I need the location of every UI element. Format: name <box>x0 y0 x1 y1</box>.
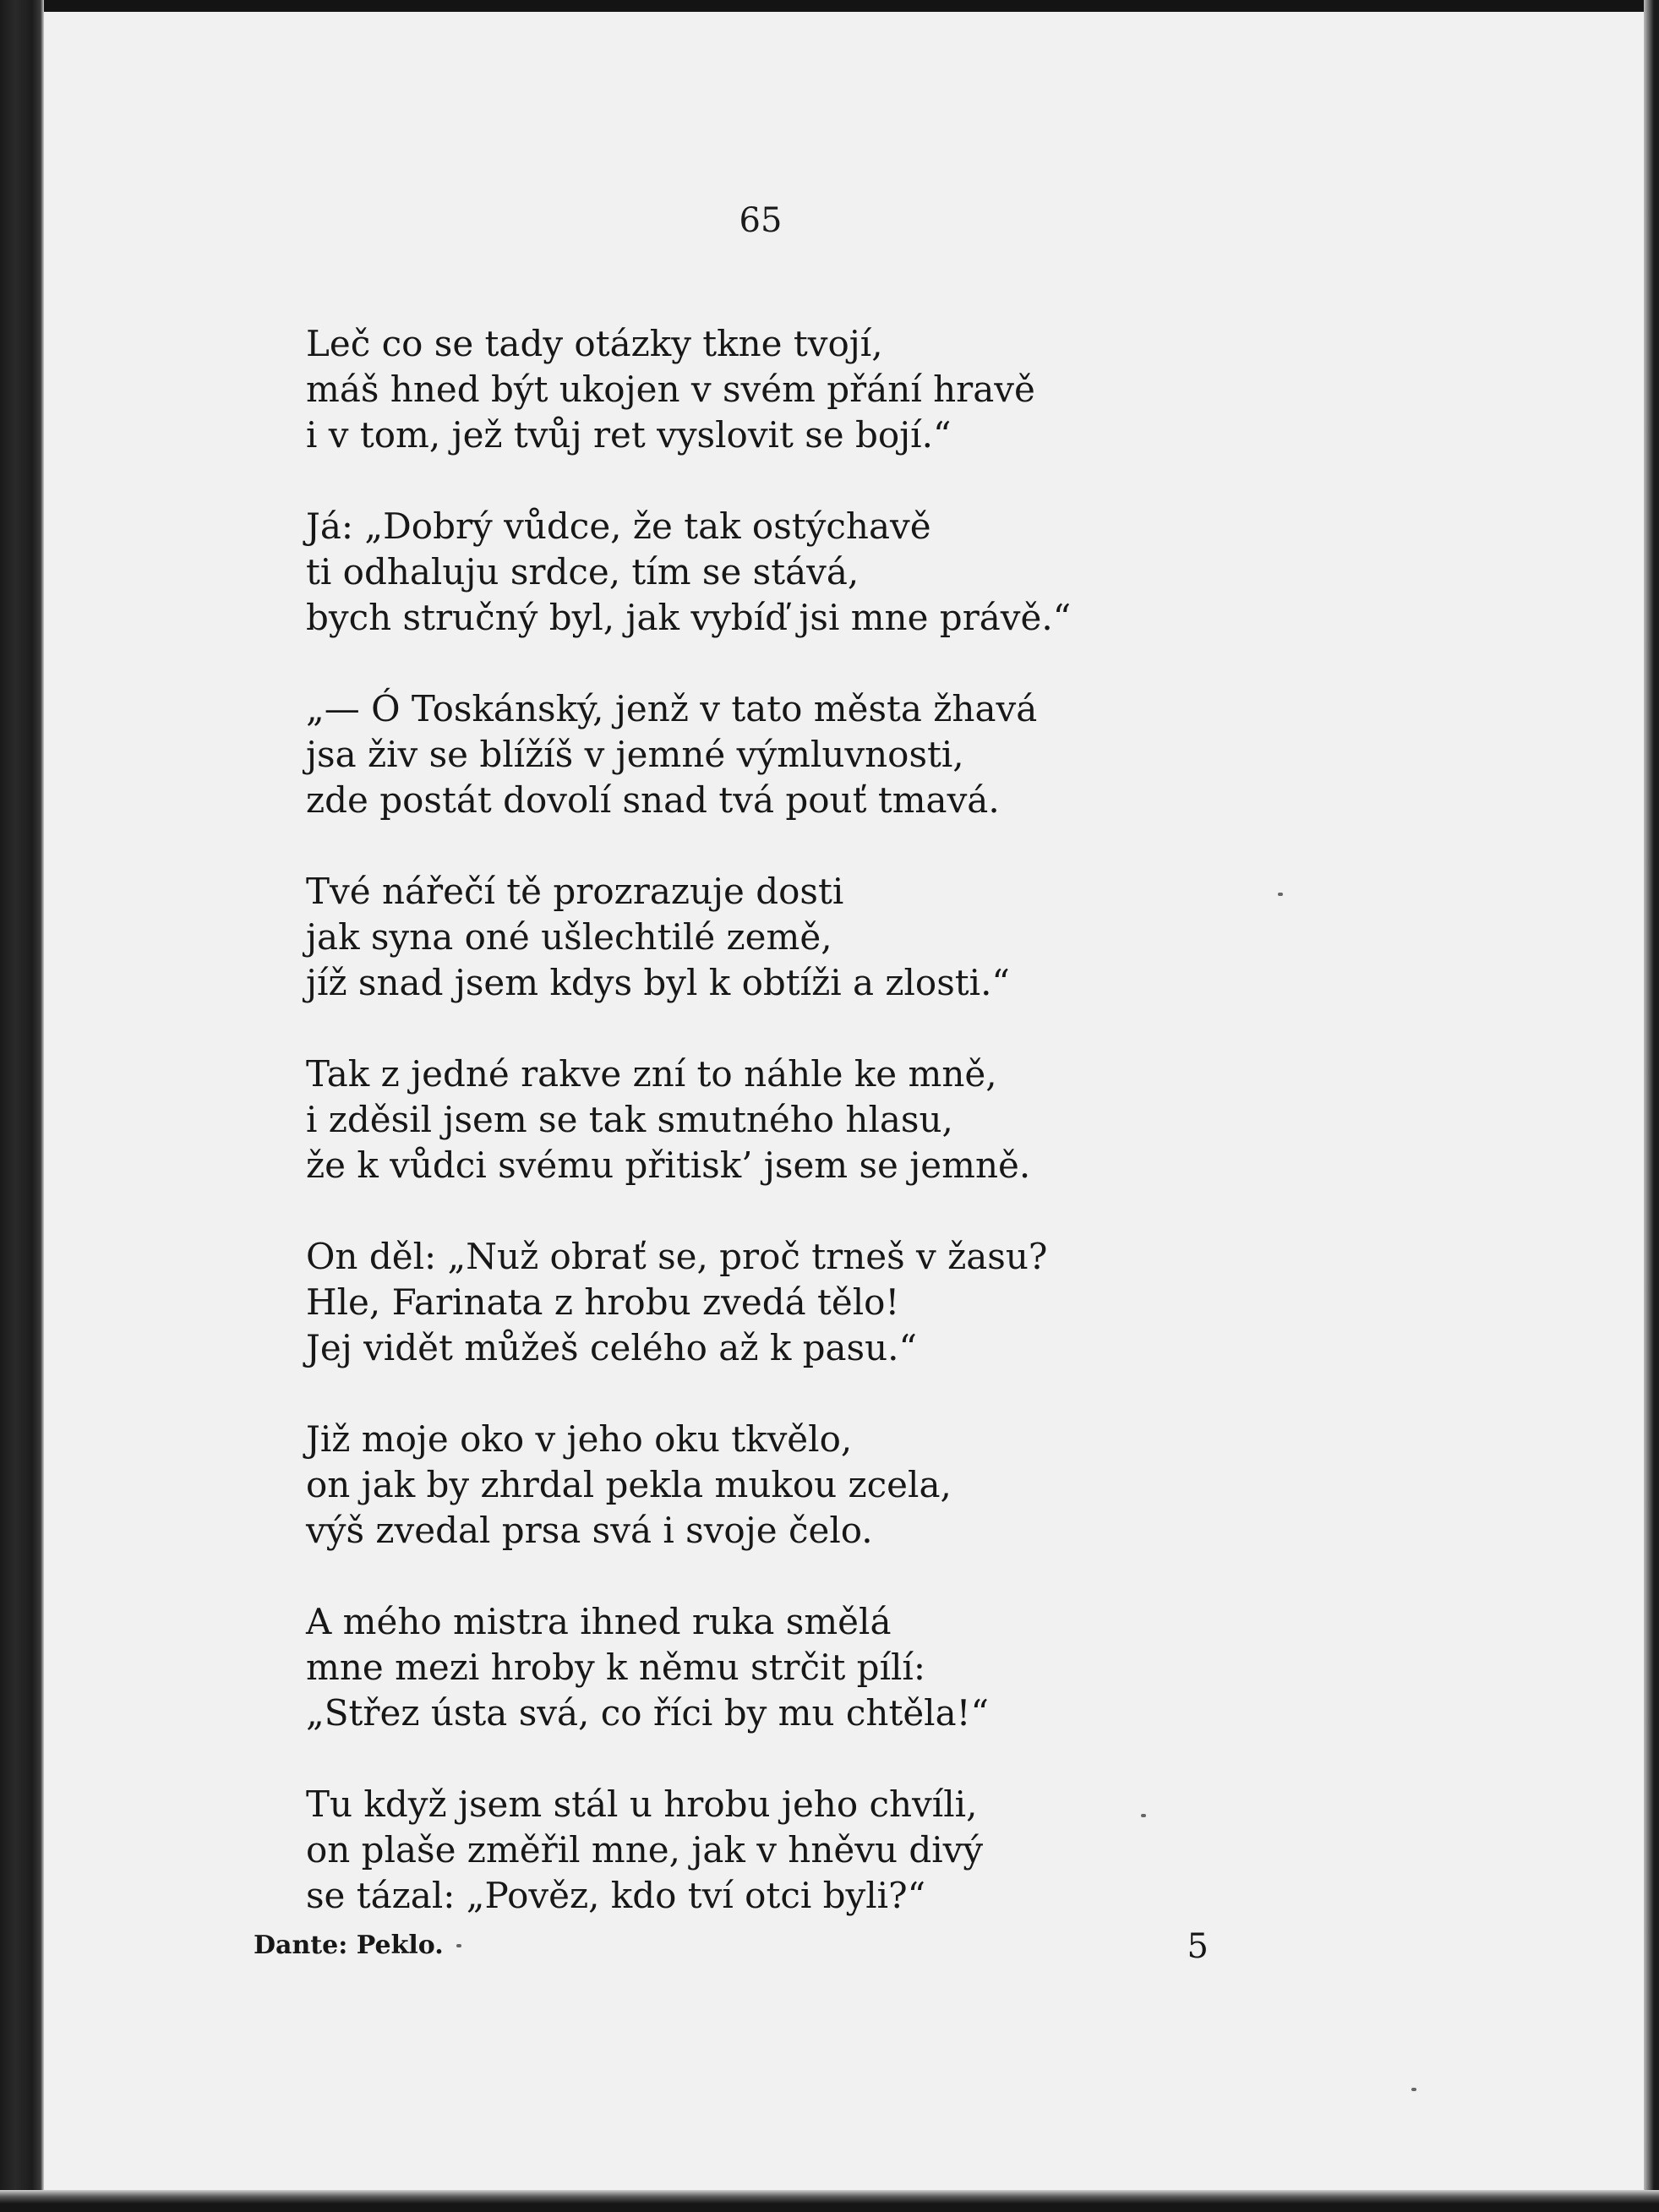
verse-line: jak syna oné ušlechtilé země, <box>306 916 832 958</box>
verse-line: „Střez ústa svá, co říci by mu chtěla!“ <box>306 1692 990 1734</box>
stanza <box>306 1417 1151 1554</box>
signature-mark: 5 <box>1187 1927 1209 1966</box>
verse-line: Tak z jedné rakve zní to náhle ke mně, <box>306 1053 997 1095</box>
scan-speck <box>1278 893 1283 896</box>
verse-line: Já: „Dobrý vůdce, že tak ostýchavě <box>306 505 931 547</box>
verse-line: se tázal: „Pověz, kdo tví otci byli?“ <box>306 1875 926 1916</box>
stanza <box>306 869 1151 1006</box>
stanza <box>306 686 1151 823</box>
verse-line: jsa živ se blížíš v jemné výmluvnosti, <box>306 734 964 775</box>
verse-line: i zděsil jsem se tak smutného hlasu, <box>306 1099 953 1140</box>
verse-line: že k vůdci svému přitisk’ jsem se jemně. <box>306 1144 1031 1186</box>
verse-line: A mého mistra ihned ruka smělá <box>306 1601 892 1642</box>
verse-line: ti odhaluju srdce, tím se stává, <box>306 551 860 593</box>
scan-left-border <box>0 0 44 2212</box>
stanza <box>306 1599 1151 1736</box>
page-number: 65 <box>739 201 783 240</box>
verse-line: „— Ó Toskánský, jenž v tato města žhavá <box>306 688 1038 729</box>
verse-line: výš zvedal prsa svá i svoje čelo. <box>306 1510 873 1551</box>
stanza <box>306 1782 1151 1919</box>
running-footer-title: Dante: Peklo. <box>254 1931 444 1960</box>
verse-line: On děl: „Nuž obrať se, proč trneš v žasu? <box>306 1236 1048 1277</box>
verse-line: on jak by zhrdal pekla mukou zcela, <box>306 1464 952 1505</box>
scan-speck <box>456 1944 461 1947</box>
verse-line: Tvé nářečí tě prozrazuje dosti <box>306 871 844 912</box>
poem-body <box>306 321 1151 1964</box>
verse-line: on plaše změřil mne, jak v hněvu divý <box>306 1829 984 1871</box>
stanza <box>306 1051 1151 1188</box>
verse-line: jíž snad jsem kdys byl k obtíži a zlosti.“ <box>306 962 1010 1003</box>
verse-line: mne mezi hroby k němu strčit pílí: <box>306 1647 926 1688</box>
verse-line: i v tom, jež tvůj ret vyslovit se bojí.“ <box>306 414 952 456</box>
verse-line: Již moje oko v jeho oku tkvělo, <box>306 1418 853 1460</box>
verse-line: Tu když jsem stál u hrobu jeho chvíli, <box>306 1783 978 1825</box>
scan-right-border <box>1644 0 1659 2212</box>
verse-line: Leč co se tady otázky tkne tvojí, <box>306 323 883 364</box>
stanza <box>306 504 1151 641</box>
scan-top-border <box>0 0 1659 12</box>
verse-line: bych stručný byl, jak vybíď jsi mne právě.“ <box>306 597 1072 638</box>
verse-line: Jej vidět můžeš celého až k pasu.“ <box>306 1327 917 1368</box>
verse-line: máš hned být ukojen v svém přání hravě <box>306 369 1035 410</box>
scan-speck <box>1411 2088 1416 2091</box>
stanza <box>306 1234 1151 1371</box>
scan-speck <box>1141 1814 1146 1817</box>
verse-line: Hle, Farinata z hrobu zvedá tělo! <box>306 1281 900 1323</box>
scan-bottom-border <box>0 2190 1659 2212</box>
verse-line: zde postát dovolí snad tvá pouť tmavá. <box>306 779 1000 821</box>
stanza <box>306 321 1151 458</box>
